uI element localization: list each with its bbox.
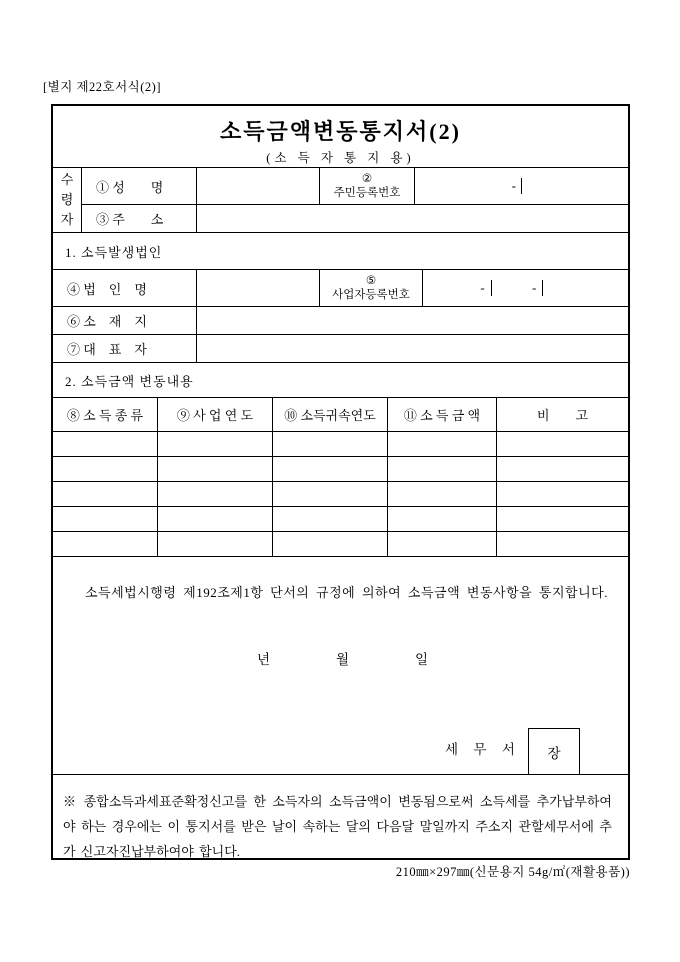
address-label: ③ 주 소 <box>82 205 197 232</box>
table-cell[interactable] <box>53 457 158 481</box>
business-number-text: 사업자등록번호 <box>332 289 410 301</box>
table-cell[interactable] <box>158 507 273 531</box>
recipient-char: 자 <box>60 212 74 227</box>
recipient-address-row <box>82 205 628 233</box>
corporation-name-label: ④ 법 인 명 <box>53 270 197 306</box>
table-cell[interactable] <box>273 457 388 481</box>
form-outer-border <box>51 104 630 860</box>
table-cell[interactable] <box>273 532 388 556</box>
recipient-name-row <box>82 168 628 205</box>
table-cell[interactable] <box>497 432 628 456</box>
table-cell[interactable] <box>158 457 273 481</box>
recipient-char: 수 <box>60 172 74 187</box>
paper-spec-note: 210㎜×297㎜(신문용지 54g/㎡(재활용품)) <box>395 865 630 879</box>
table-cell[interactable] <box>497 457 628 481</box>
location-label: ⑥ 소 재 지 <box>53 307 197 334</box>
table-cell[interactable] <box>388 507 497 531</box>
chief-label: 장 <box>547 746 561 761</box>
table-cell[interactable] <box>497 507 628 531</box>
table-cell[interactable] <box>388 532 497 556</box>
table-cell[interactable] <box>388 457 497 481</box>
table-cell[interactable] <box>158 432 273 456</box>
dash-box: - <box>507 178 522 194</box>
table-cell[interactable] <box>53 432 158 456</box>
circled-2: ② <box>361 173 373 185</box>
notification-body <box>53 557 628 775</box>
corporation-representative-row <box>53 335 628 363</box>
table-row <box>53 432 628 457</box>
table-cell[interactable] <box>497 532 628 556</box>
reference-mark: ※ <box>63 794 84 809</box>
col-attribution-year: ⑩ 소득귀속연도 <box>273 398 388 431</box>
table-cell[interactable] <box>497 482 628 506</box>
day-label: 일 <box>415 652 429 667</box>
corporation-name-field[interactable] <box>197 270 320 306</box>
dash-box: - <box>526 280 543 296</box>
business-number-label <box>320 270 423 306</box>
col-business-year: ⑨ 사 업 연 도 <box>158 398 273 431</box>
table-row <box>53 532 628 557</box>
table-cell[interactable] <box>53 482 158 506</box>
footnote-section <box>53 775 628 858</box>
table-row <box>53 457 628 482</box>
corporation-name-row <box>53 270 628 307</box>
notice-text: 소득세법시행령 제192조제1항 단서의 규정에 의하여 소득금액 변동사항을 통지합니다. <box>85 585 608 600</box>
dash-box: - <box>475 280 492 296</box>
table-row <box>53 482 628 507</box>
name-label: ① 성 명 <box>82 168 197 204</box>
table-cell[interactable] <box>273 482 388 506</box>
resident-number-text: 주민등록번호 <box>333 187 401 199</box>
table-cell[interactable] <box>158 482 273 506</box>
col-remarks: 비 고 <box>536 408 589 423</box>
circled-5: ⑤ <box>365 275 377 287</box>
col-income-type: ⑧ 소 득 종 류 <box>53 398 158 431</box>
form-reference-number: [별지 제22호서식(2)] <box>43 80 161 94</box>
table-cell[interactable] <box>53 532 158 556</box>
recipient-char: 령 <box>60 192 74 207</box>
location-field[interactable] <box>197 307 628 334</box>
form-title: 소득금액변동통지서(2) <box>220 119 461 144</box>
corporation-location-row <box>53 307 628 335</box>
form-subtitle: (소 득 자 통 지 용) <box>266 151 415 165</box>
tax-office-label: 세 무 서 <box>445 742 521 757</box>
table-row <box>53 507 628 532</box>
chief-stamp-box <box>528 728 580 775</box>
table-cell[interactable] <box>273 432 388 456</box>
footnote-text <box>63 789 612 864</box>
table-cell[interactable] <box>388 482 497 506</box>
recipient-group-label <box>53 168 82 233</box>
resident-number-boxes <box>415 168 628 204</box>
address-field[interactable] <box>197 205 628 232</box>
section2-title: 2. 소득금액 변동내용 <box>53 363 628 398</box>
name-field[interactable] <box>197 168 320 204</box>
table-cell[interactable] <box>158 532 273 556</box>
title-section <box>53 106 628 168</box>
table-cell[interactable] <box>388 432 497 456</box>
resident-number-label <box>320 168 415 204</box>
table-cell[interactable] <box>53 507 158 531</box>
business-number-boxes <box>423 270 628 306</box>
section1-title: 1. 소득발생법인 <box>53 233 628 270</box>
representative-label: ⑦ 대 표 자 <box>53 335 197 362</box>
col-income-amount: ⑪ 소 득 금 액 <box>388 398 497 431</box>
month-label: 월 <box>336 652 350 667</box>
footnote-body: 종합소득과세표준확정신고를 한 소득자의 소득금액이 변동됨으로써 소득세를 추가납부하여야 하는 경우에는 이 통지서를 받은 날이 속하는 달의 다음달 말일까지 주소지 관할세무서에 추가 신고자진납부하여야 합니다. <box>63 794 612 859</box>
table-cell[interactable] <box>273 507 388 531</box>
representative-field[interactable] <box>197 335 628 362</box>
changes-table-header <box>53 398 628 432</box>
year-label: 년 <box>257 652 271 667</box>
